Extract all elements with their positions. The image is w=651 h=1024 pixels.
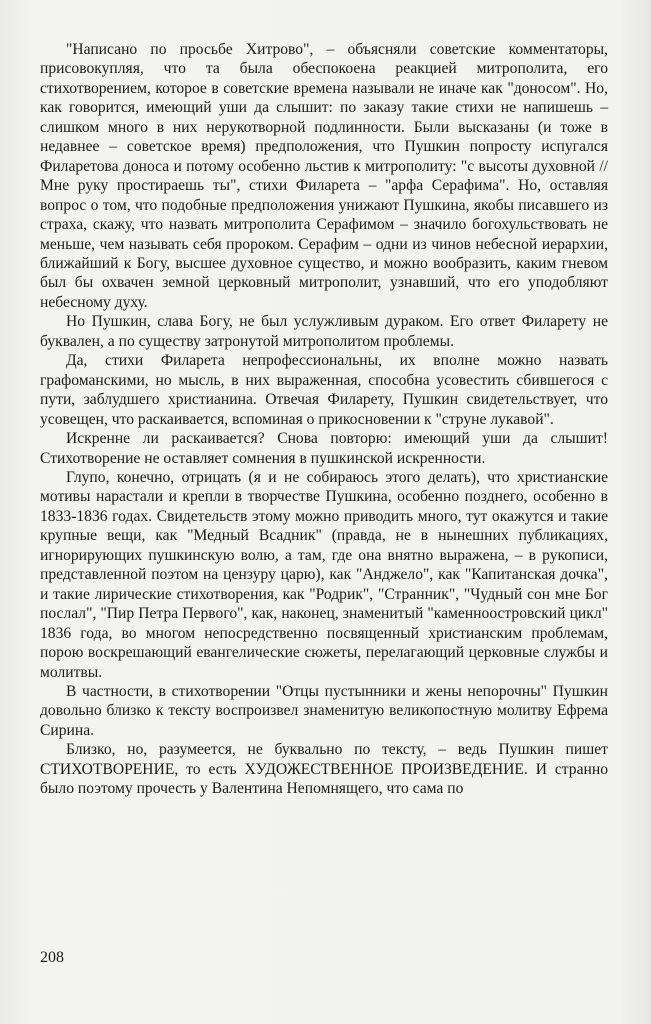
paragraph-4: Искренне ли раскаивается? Снова повторю: имеющий уши да слышит! Стихотворение не оставляет сомнения в пушкинской искренности. xyxy=(40,430,608,467)
paragraph-5: Глупо, конечно, отрицать (я и не собираюсь этого делать), что христианские мотивы нарастали и крепли в творчестве Пушкина, особенно позднего, особенно в 1833-1836 годах. Свидетельств этому можно приводить много, тут окажутся и такие крупные вещи, как "Медный Всадник" (правда, не в нынешних публикациях, игнорирующих пушкинскую волю, а там, где она внятно выражена, – в рукописи, представленной поэтом на цензуру царю), как "Анджело", как "Капитанская дочка", и такие лирические стихотворения, как "Родрик", "Странник", "Чудный сон мне Бог послал", "Пир Петра Первого", как, наконец, знаменитый "каменноостровский цикл" 1836 года, во многом непосредственно посвященный христианским проблемам, порою воскрешающий евангелические сюжеты, перелагающий церковные службы и молитвы. xyxy=(40,468,608,681)
body-text xyxy=(40,40,608,799)
paragraph-6: В частности, в стихотворении "Отцы пустынники и жены непорочны" Пушкин довольно близко к тексту воспроизвел знаменитую великопостную молитву Ефрема Сирина. xyxy=(40,682,608,739)
paragraph-3: Да, стихи Филарета непрофессиональны, их вполне можно назвать графоманскими, но мысль, в них выраженная, способна усовестить сбившегося с пути, заблудшего христианина. Отвечая Филарету, Пушкин свидетельствует, что усовещен, что раскаивается, вспоминая о прикосновении к "струне лукавой". xyxy=(40,352,608,428)
page-number: 208 xyxy=(40,949,64,966)
paragraph-7: Близко, но, разумеется, не буквально по тексту, – ведь Пушкин пишет СТИХОТВОРЕНИЕ, то есть ХУДОЖЕСТВЕННОЕ ПРОИЗВЕДЕНИЕ. И странно было поэтому прочесть у Валентина Непомнящего, что сама по xyxy=(40,741,608,798)
paragraph-2: Но Пушкин, слава Богу, не был услужливым дураком. Его ответ Филарету не буквален, а по существу затронутой митрополитом проблемы. xyxy=(40,313,608,350)
paragraph-1: "Написано по просьбе Хитрово", – объясняли советские комментаторы, присовокупляя, что та была обеспокоена реакцией митрополита, его стихотворением, которое в советские времена называли не иначе как "доносом". Но, как говорится, имеющий уши да слышит: по заказу такие стихи не напишешь – слишком много в них нерукотворной подлинности. Были высказаны (и тоже в недавнее – советское время) предположения, что Пушкин попросту испугался Филаретова доноса и потому особенно льстив к митрополиту: "с высоты духовной // Мне руку простираешь ты", стихи Филарета – "арфа Серафима". Но, оставляя вопрос о том, что подобные предположения унижают Пушкина, якобы писавшего из страха, скажу, что назвать митрополита Серафимом – значило богохульствовать не меньше, чем называть себя пророком. Серафим – одни из чинов небесной иерархии, ближайший к Богу, высшее духовное существо, и можно вообразить, каким гневом был бы охвачен земной церковный митрополит, узнавший, что его уподобляют небесному духу. xyxy=(40,41,608,311)
